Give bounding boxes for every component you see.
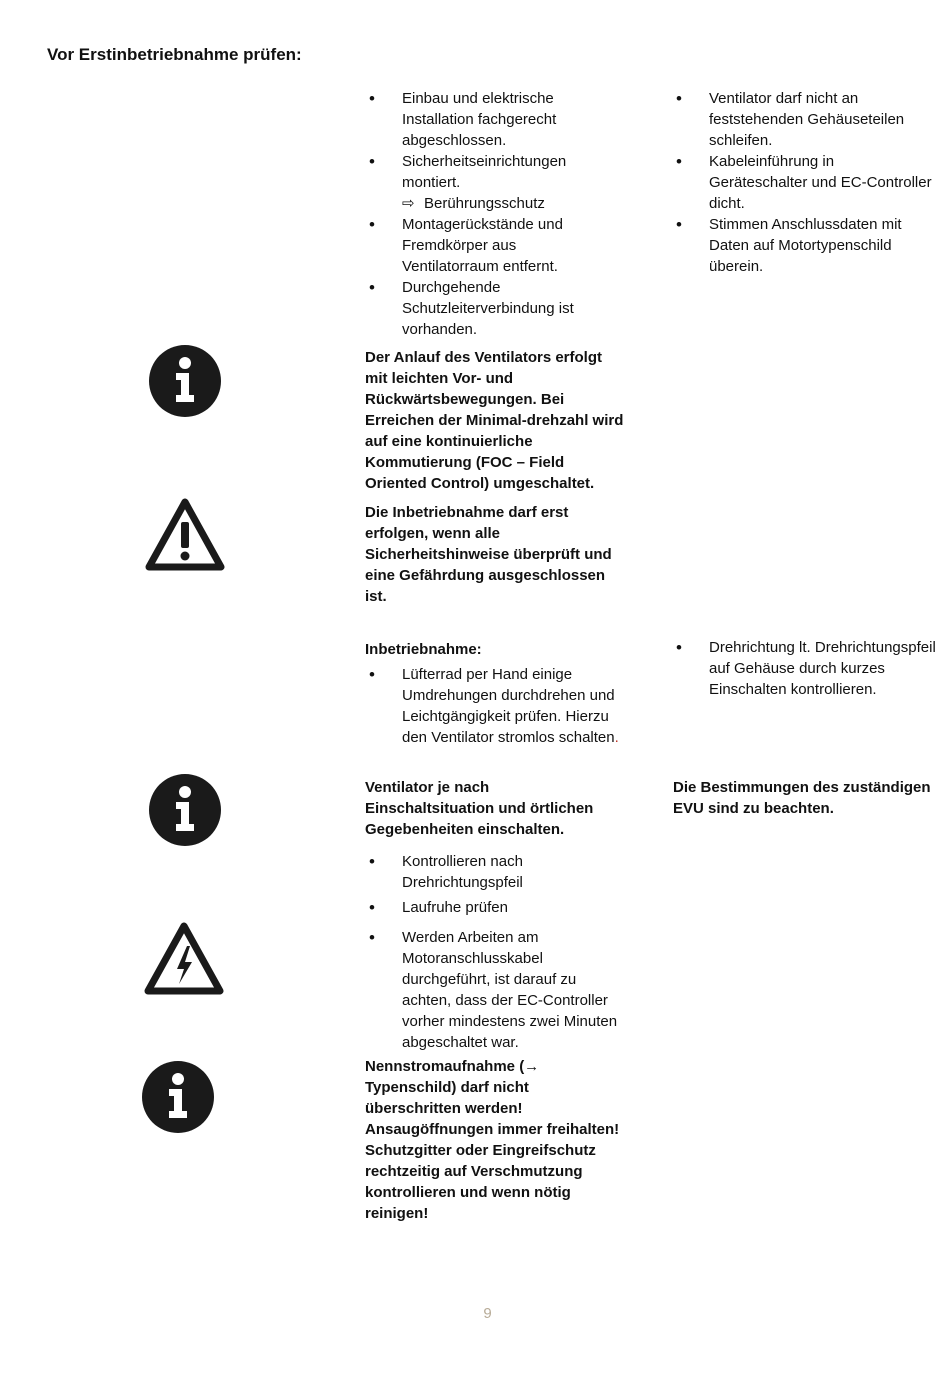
section-heading: Vor Erstinbetriebnahme prüfen: [47,45,302,64]
info-icon [142,1061,214,1133]
list-item-text: Einbau und elektrische Installation fachgerecht abgeschlossen. [402,90,557,149]
list-item-text: Lüfterrad per Hand einige Umdrehungen durchdrehen und Leichtgängigkeit prüfen. Hierzu den Ventilator stromlos schalten [402,666,615,746]
commissioning-list-right [672,637,942,700]
warning-icon [145,498,225,572]
list-item-text: Ventilator darf nicht an feststehenden Gehäuseteilen schleifen. [709,90,905,149]
list-item [365,664,627,748]
list-item [672,88,934,151]
note-current: Nennstromaufnahme (→ Typenschild) darf nicht überschritten werden! Ansaugöffnungen immer freihalten! Schutzgitter oder Eingreifschutz rechtzeitig auf Verschmutzung kontrollieren und wenn nötig reinigen! [365,1058,620,1222]
list-item [672,151,934,214]
list-item [365,151,615,214]
list-item-text: Laufruhe prüfen [402,899,508,916]
info-icon [149,774,221,846]
list-item-text: Drehrichtung lt. Drehrichtungspfeil auf Gehäuse durch kurzes Einschalten kontrollieren. [709,639,936,698]
list-item-text: Stimmen Anschlussdaten mit Daten auf Motortypenschild überein. [709,216,902,275]
list-item-text: Durchgehende Schutzleiterverbindung ist vorhanden. [402,279,574,338]
subsection-title: Inbetriebnahme: [365,641,482,658]
trailing-period: . [614,729,619,746]
list-item-text: Werden Arbeiten am Motoranschlusskabel durchgeführt, ist darauf zu achten, dass der EC-Controller vorher mindestens zwei Minuten abgeschaltet war. [402,929,618,1051]
list-item [365,214,615,277]
list-item-text: Montagerückstände und Fremdkörper aus Ventilatorraum entfernt. [402,216,563,275]
page-number: 9 [483,1305,492,1322]
commissioning-list-left [365,664,627,748]
list-item [365,277,615,340]
list-item [365,851,627,893]
list-item [365,88,615,151]
sub-item [402,193,615,214]
check-list-left [365,88,615,340]
electrical-hazard-icon [144,922,224,996]
list-item [365,897,627,918]
list-item [365,927,627,1053]
arrow-right-icon: ⇨ [402,195,415,212]
note-evu: Die Bestimmungen des zuständigen EVU sind zu beachten. [673,779,931,817]
list-item-text: Sicherheitseinrichtungen montiert. [402,153,567,191]
note-start-behaviour: Der Anlauf des Ventilators erfolgt mit leichten Vor- und Rückwärtsbewegungen. Bei Erreichen der Minimal-drehzahl wird auf eine kontinuierliche Kommutierung (FOC – Field Oriented Control) umgeschaltet. [365,349,624,492]
info-icon [149,345,221,417]
check-list-right [672,88,934,277]
control-list [365,851,627,918]
list-item-text: Kontrollieren nach Drehrichtungspfeil [402,853,523,891]
note-switch-on: Ventilator je nach Einschaltsituation und örtlichen Gegebenheiten einschalten. [365,779,594,838]
list-item-text: Kabeleinführung in Geräteschalter und EC-Controller dicht. [709,153,932,212]
electrical-warning-list [365,927,627,1053]
warning-safety-text: Die Inbetriebnahme darf erst erfolgen, wenn alle Sicherheitshinweise überprüft und eine Gefährdung ausgeschlossen ist. [365,504,612,605]
list-item [672,637,942,700]
sub-item-text: Berührungsschutz [424,195,545,212]
list-item [672,214,934,277]
